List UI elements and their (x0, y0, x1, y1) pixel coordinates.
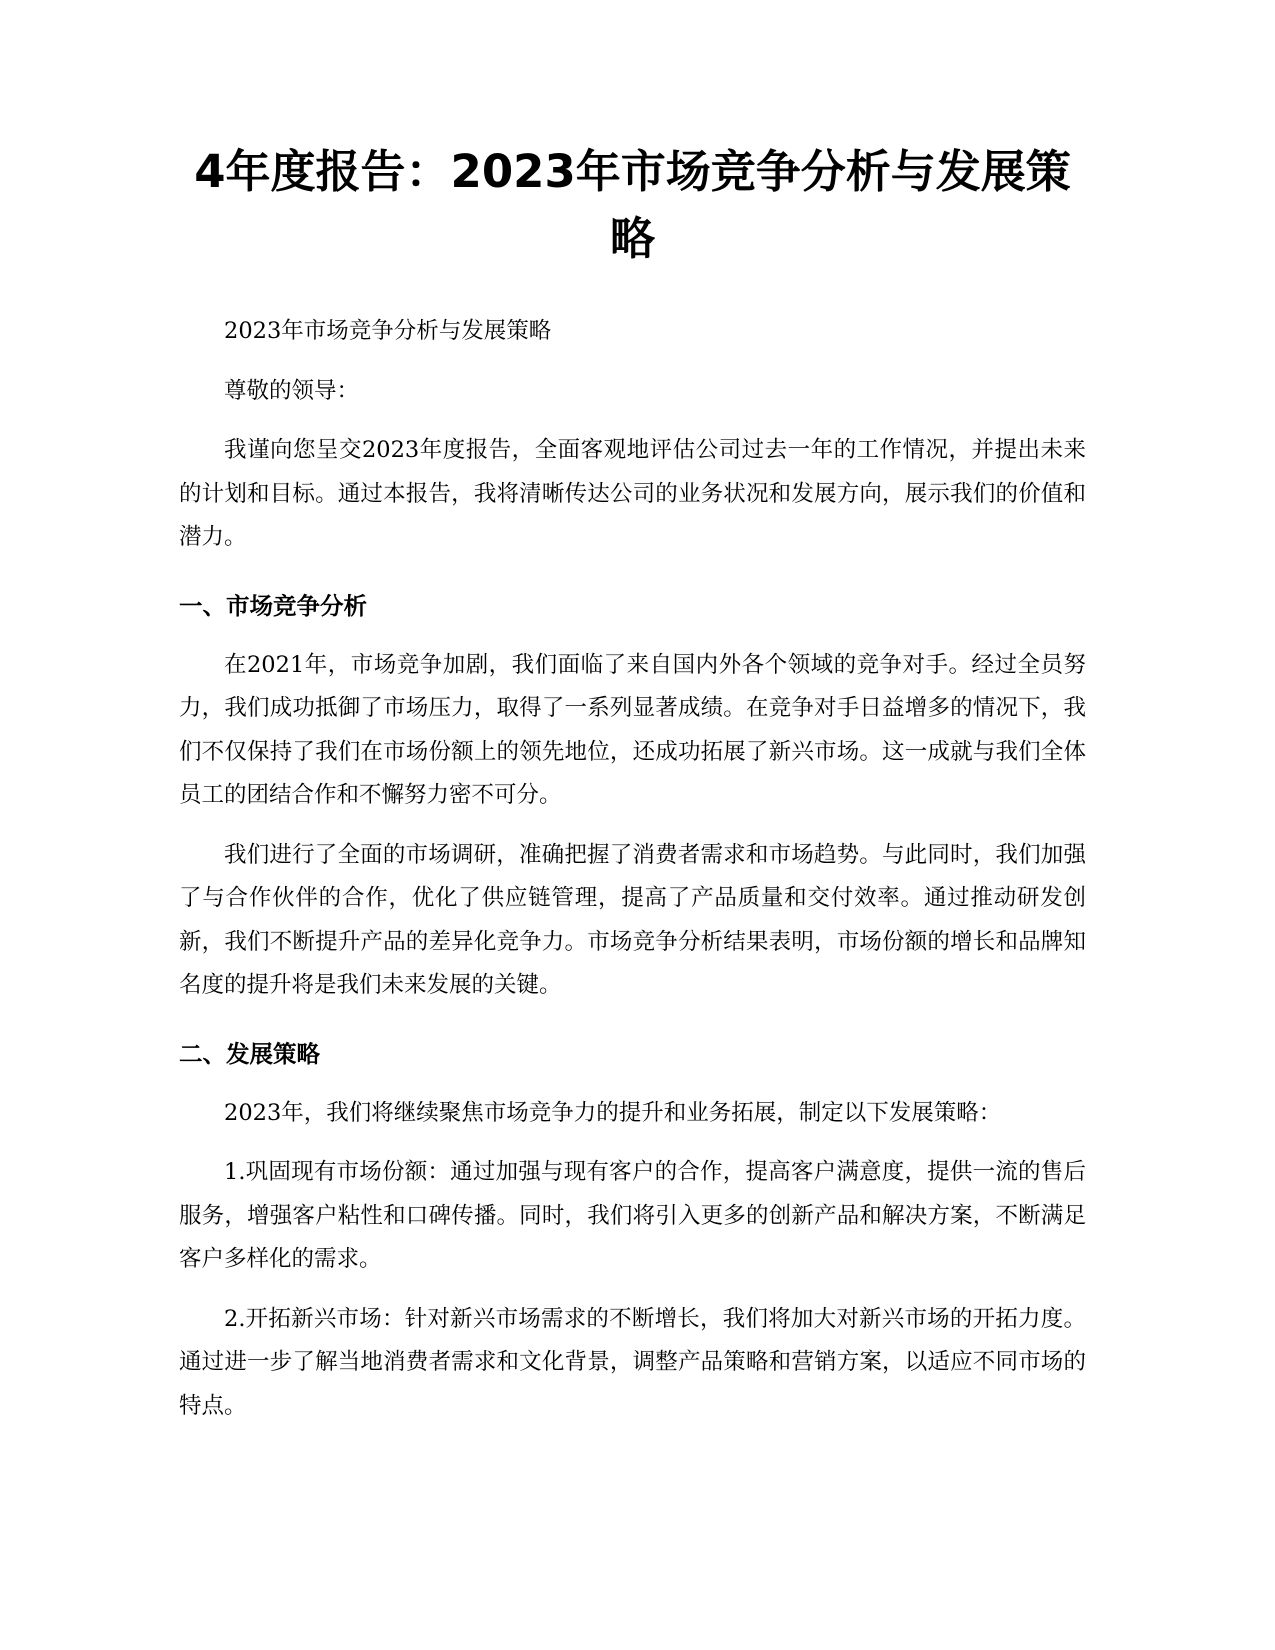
document-subtitle: 2023年市场竞争分析与发展策略 (224, 318, 552, 344)
market-analysis-paragraph-2: 我们进行了全面的市场调研，准确把握了消费者需求和市场趋势。与此同时，我们加强了与合作伙伴的合作，优化了供应链管理，提高了产品质量和交付效率。通过推动研发创新，我们不断提升产品的差异化竞争力。市场竞争分析结果表明，市场份额的增长和品牌知名度的提升将是我们未来发展的关键。 (179, 841, 1086, 998)
document-title: 4年度报告：2023年市场竞争分析与发展策略 (194, 145, 1071, 265)
market-analysis-paragraph-1: 在2021年，市场竞争加剧，我们面临了来自国内外各个领域的竞争对手。经过全员努力，我们成功抵御了市场压力，取得了一系列显著成绩。在竞争对手日益增多的情况下，我们不仅保持了我们在市场份额上的领先地位，还成功拓展了新兴市场。这一成就与我们全体员工的团结合作和不懈努力密不可分。 (179, 651, 1086, 808)
section-heading-development-strategy: 二、发展策略 (179, 1039, 320, 1068)
section-heading-market-analysis: 一、市场竞争分析 (179, 591, 367, 620)
intro-paragraph: 我谨向您呈交2023年度报告，全面客观地评估公司过去一年的工作情况，并提出未来的计划和目标。通过本报告，我将清晰传达公司的业务状况和发展方向，展示我们的价值和潜力。 (179, 437, 1086, 550)
strategy-item-1: 1.巩固现有市场份额：通过加强与现有客户的合作，提高客户满意度，提供一流的售后服务，增强客户粘性和口碑传播。同时，我们将引入更多的创新产品和解决方案，不断满足客户多样化的需求。 (179, 1159, 1086, 1272)
salutation: 尊敬的领导： (224, 377, 360, 404)
strategy-item-2: 2.开拓新兴市场：针对新兴市场需求的不断增长，我们将加大对新兴市场的开拓力度。通过进一步了解当地消费者需求和文化背景，调整产品策略和营销方案，以适应不同市场的特点。 (179, 1305, 1086, 1419)
document-page (179, 138, 1086, 1428)
strategy-intro-paragraph: 2023年，我们将继续聚焦市场竞争力的提升和业务拓展，制定以下发展策略： (224, 1099, 1002, 1126)
